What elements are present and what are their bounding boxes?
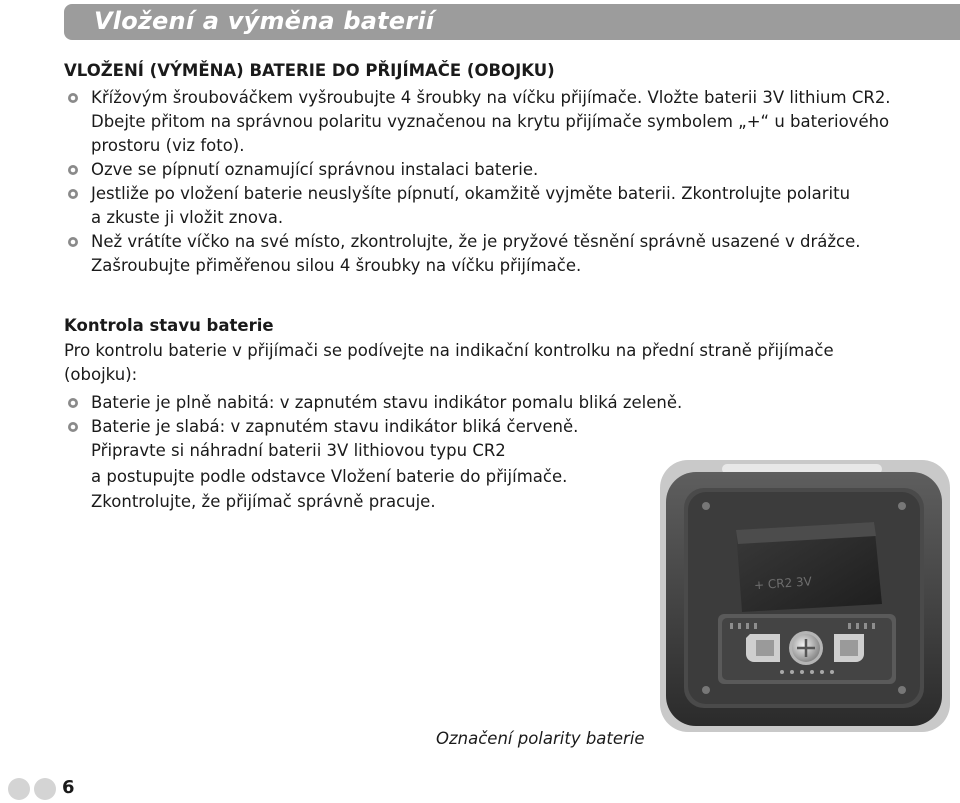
battery-insertion-list bbox=[64, 86, 891, 278]
intro-line: Pro kontrolu baterie v přijímači se podívejte na indikační kontrolku na přední straně přijímače bbox=[64, 341, 834, 360]
list-item bbox=[64, 86, 891, 158]
section-heading-battery-insertion: VLOŽENÍ (VÝMĚNA) BATERIE DO PŘIJÍMAČE (OBOJKU) bbox=[64, 61, 555, 80]
continuation-line: Připravte si náhradní baterii 3V lithiovou typu CR2 bbox=[91, 441, 506, 460]
intro-line: (obojku): bbox=[64, 365, 138, 384]
bullet-icon bbox=[67, 164, 79, 176]
page-dot bbox=[34, 778, 56, 800]
photo-caption: Označení polarity baterie bbox=[436, 729, 645, 748]
list-item bbox=[64, 182, 891, 230]
page-dot bbox=[8, 778, 30, 800]
list-item bbox=[64, 230, 891, 278]
section-heading-battery-check: Kontrola stavu baterie bbox=[64, 316, 274, 335]
bullet-icon bbox=[67, 397, 79, 409]
bullet-icon bbox=[67, 421, 79, 433]
list-item-line: Baterie je plně nabitá: v zapnutém stavu indikátor pomalu bliká zeleně. bbox=[91, 393, 683, 412]
list-item-line: Dbejte přitom na správnou polaritu vyznačenou na krytu přijímače symbolem „+“ u bateriového bbox=[91, 112, 890, 131]
bullet-icon bbox=[67, 92, 79, 104]
list-item-line: Křížovým šroubováčkem vyšroubujte 4 šroubky na víčku přijímače. Vložte baterii 3V lithium CR2. bbox=[91, 88, 891, 107]
list-item bbox=[64, 415, 682, 439]
title-bar bbox=[64, 4, 960, 40]
battery-check-intro bbox=[64, 339, 944, 387]
receiver-battery-photo bbox=[652, 458, 952, 733]
page-number: 6 bbox=[62, 777, 75, 798]
list-item-line: Baterie je slabá: v zapnutém stavu indikátor bliká červeně. bbox=[91, 417, 579, 436]
list-item-line: Jestliže po vložení baterie neuslyšíte pípnutí, okamžitě vyjměte baterii. Zkontrolujte polaritu bbox=[91, 184, 851, 203]
list-item-line: prostoru (viz foto). bbox=[91, 136, 245, 155]
bullet-icon bbox=[67, 236, 79, 248]
list-item-line: Než vrátíte víčko na své místo, zkontrolujte, že je pryžové těsnění správně usazené v drážce. bbox=[91, 232, 861, 251]
list-item-line: Zašroubujte přiměřenou silou 4 šroubky na víčku přijímače. bbox=[91, 256, 582, 275]
page-title: Vložení a výměna baterií bbox=[94, 7, 435, 35]
bullet-icon bbox=[67, 188, 79, 200]
list-item bbox=[64, 391, 682, 415]
list-item-line: a zkuste ji vložit znova. bbox=[91, 208, 284, 227]
continuation-line: Zkontrolujte, že přijímač správně pracuje. bbox=[91, 492, 436, 511]
continuation-line: a postupujte podle odstavce Vložení baterie do přijímače. bbox=[91, 467, 568, 486]
battery-status-list bbox=[64, 391, 682, 439]
list-item bbox=[64, 158, 891, 182]
list-item-line: Ozve se pípnutí oznamující správnou instalaci baterie. bbox=[91, 160, 539, 179]
battery-polarity-marking: + CR2 3V bbox=[753, 574, 813, 593]
